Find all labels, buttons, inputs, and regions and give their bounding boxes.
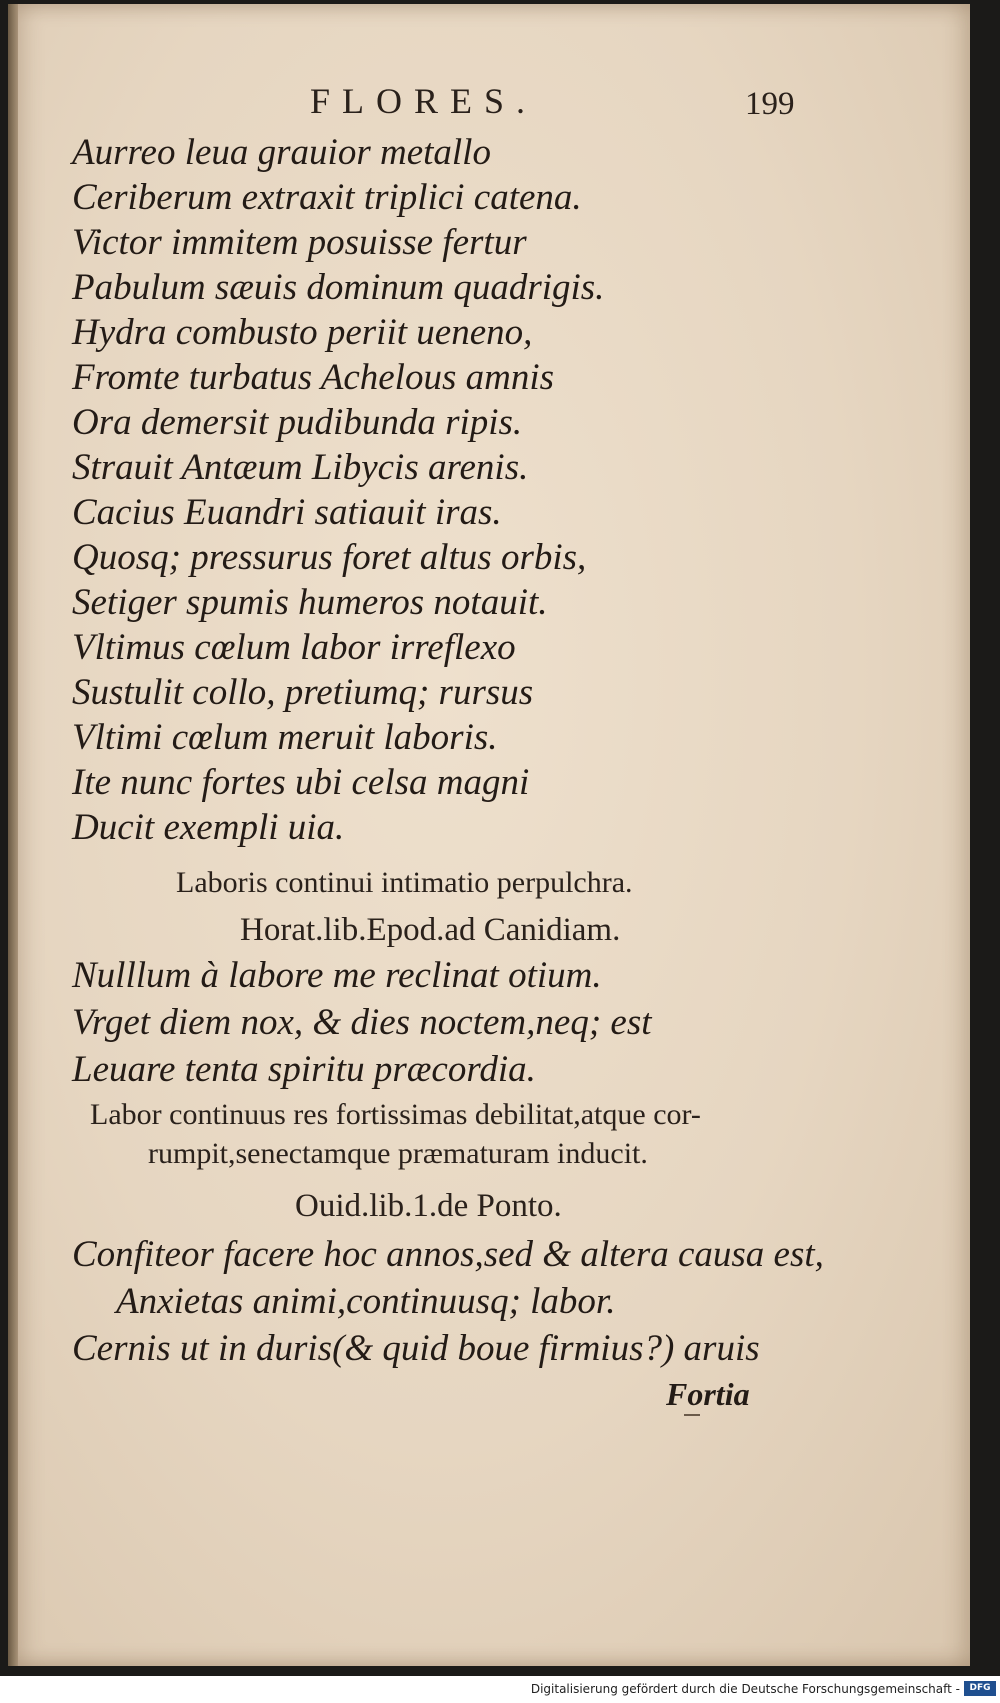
- section-heading: Laboris continui intimatio perpulchra.: [176, 866, 633, 899]
- verse-line: Vltimi cœlum meruit laboris.: [72, 717, 498, 758]
- verse-line: Confiteor facere hoc annos,sed & altera causa est,: [72, 1234, 824, 1275]
- verse-line: Pabulum sæuis dominum quadrigis.: [72, 267, 605, 308]
- binding-gutter: [8, 4, 18, 1666]
- catchword: Fortia: [666, 1376, 750, 1412]
- verse-line: Fromte turbatus Achelous amnis: [72, 357, 555, 398]
- source-citation: Ouid.lib.1.de Ponto.: [295, 1188, 562, 1224]
- verse-line: Anxietas animi,continuusq; labor.: [116, 1281, 616, 1322]
- verse-line: Ora demersit pudibunda ripis.: [72, 402, 523, 443]
- verse-line: Ite nunc fortes ubi celsa magni: [72, 762, 530, 803]
- source-citation: Horat.lib.Epod.ad Canidiam.: [240, 912, 621, 948]
- prose-line: Labor continuus res fortissimas debilitat,atque cor-: [90, 1098, 701, 1131]
- book-page: [8, 4, 970, 1666]
- page-number: 199: [745, 86, 795, 122]
- verse-line: Hydra combusto periit ueneno,: [72, 312, 533, 353]
- verse-line: Sustulit collo, pretiumq; rursus: [72, 672, 534, 713]
- verse-line: Nulllum à labore me reclinat otium.: [72, 955, 602, 996]
- verse-line: Vltimus cœlum labor irreflexo: [72, 627, 516, 668]
- verse-line: Leuare tenta spiritu præcordia.: [72, 1049, 536, 1090]
- verse-line: Quosq; pressurus foret altus orbis,: [72, 537, 587, 578]
- verse-line: Aurreo leua grauior metallo: [72, 132, 491, 173]
- signature-mark: [684, 1414, 700, 1416]
- verse-line: Vrget diem nox, & dies noctem,neq; est: [72, 1002, 652, 1043]
- dfg-logo-icon: DFG: [964, 1681, 996, 1696]
- verse-line: Victor immitem posuisse fertur: [72, 222, 527, 263]
- prose-line: rumpit,senectamque præmaturam inducit.: [148, 1137, 648, 1170]
- running-title: FLORES.: [310, 81, 538, 121]
- digitization-footer: [0, 1676, 1000, 1703]
- verse-line: Ceriberum extraxit triplici catena.: [72, 177, 582, 218]
- verse-line: Ducit exempli uia.: [72, 807, 345, 848]
- verse-line: Strauit Antæum Libycis arenis.: [72, 447, 529, 488]
- verse-line: Setiger spumis humeros notauit.: [72, 582, 548, 623]
- verse-line: Cernis ut in duris(& quid boue firmius?) aruis: [72, 1328, 760, 1369]
- funding-credit: Digitalisierung gefördert durch die Deutsche Forschungsgemeinschaft -: [530, 1682, 960, 1696]
- verse-line: Cacius Euandri satiauit iras.: [72, 492, 502, 533]
